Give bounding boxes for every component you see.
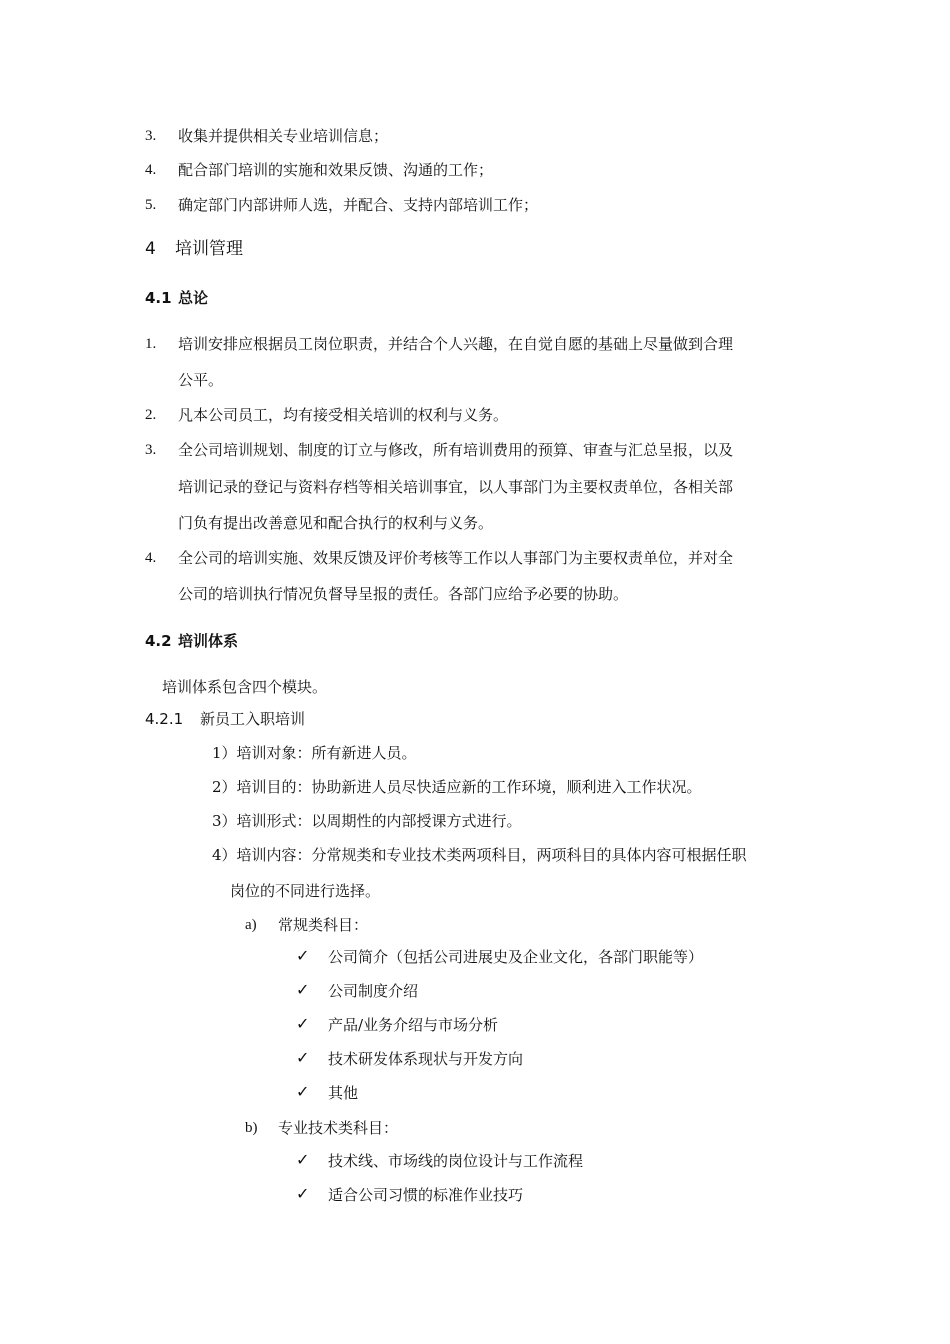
checkmark-icon: ✓ [296,1150,310,1169]
list-number: 3. [145,442,157,458]
list-item: 确定部门内部讲师人选，并配合、支持内部培训工作； [178,196,539,214]
list-item-line: 凡本公司员工，均有接受相关培训的权利与义务。 [178,406,509,424]
check-item: 技术研发体系现状与开发方向 [328,1050,524,1068]
list-number: 5. [145,197,157,213]
list-number: 1. [145,336,157,352]
check-item: 其他 [328,1084,359,1102]
subsection-number: 4.2 [145,632,172,650]
category-title: 常规类科目： [278,916,369,934]
point-item: 3）培训形式：以周期性的内部授课方式进行。 [212,812,522,830]
subsection-title: 培训体系 [178,632,239,650]
list-item: 配合部门培训的实施和效果反馈、沟通的工作； [178,161,494,179]
check-item: 产品/业务介绍与市场分析 [328,1016,499,1034]
section-title: 培训管理 [175,239,243,259]
list-item-line: 公司的培训执行情况负督导呈报的责任。各部门应给予必要的协助。 [178,585,629,603]
category-label: b) [245,1120,258,1136]
subsubsection-title: 新员工入职培训 [200,710,306,728]
point-item: 4）培训内容：分常规类和专业技术类两项科目，两项科目的具体内容可根据任职 [212,846,747,864]
checkmark-icon: ✓ [296,946,310,965]
checkmark-icon: ✓ [296,1082,310,1101]
check-item: 技术线、市场线的岗位设计与工作流程 [328,1152,584,1170]
list-number: 4. [145,550,157,566]
category-label: a) [245,917,257,933]
checkmark-icon: ✓ [296,1048,310,1067]
list-item-line: 培训记录的登记与资料存档等相关培训事宜，以人事部门为主要权责单位，各相关部 [178,478,734,496]
checkmark-icon: ✓ [296,1184,310,1203]
point-item-continued: 岗位的不同进行选择。 [230,882,381,900]
checkmark-icon: ✓ [296,1014,310,1033]
subsection-number: 4.1 [145,289,172,307]
list-number: 2. [145,407,157,423]
list-number: 4. [145,162,157,178]
point-item: 2）培训目的：协助新进人员尽快适应新的工作环境，顺利进入工作状况。 [212,778,702,796]
check-item: 适合公司习惯的标准作业技巧 [328,1186,524,1204]
subsubsection-number: 4.2.1 [145,710,184,728]
category-title: 专业技术类科目： [278,1119,399,1137]
section-number: 4 [145,239,156,259]
checkmark-icon: ✓ [296,980,310,999]
list-item-line: 培训安排应根据员工岗位职责，并结合个人兴趣，在自觉自愿的基础上尽量做到合理 [178,335,734,353]
check-item: 公司制度介绍 [328,982,419,1000]
list-number: 3. [145,128,157,144]
list-item-line: 公平。 [178,371,224,389]
list-item: 收集并提供相关专业培训信息； [178,127,389,145]
list-item-line: 全公司培训规划、制度的订立与修改，所有培训费用的预算、审查与汇总呈报，以及 [178,441,734,459]
subsection-title: 总论 [178,289,209,307]
list-item-line: 全公司的培训实施、效果反馈及评价考核等工作以人事部门为主要权责单位，并对全 [178,549,734,567]
check-item: 公司简介（包括公司进展史及企业文化，各部门职能等） [328,948,704,966]
intro-text: 培训体系包含四个模块。 [162,678,328,696]
list-item-line: 门负有提出改善意见和配合执行的权利与义务。 [178,514,494,532]
point-item: 1）培训对象：所有新进人员。 [212,744,417,762]
